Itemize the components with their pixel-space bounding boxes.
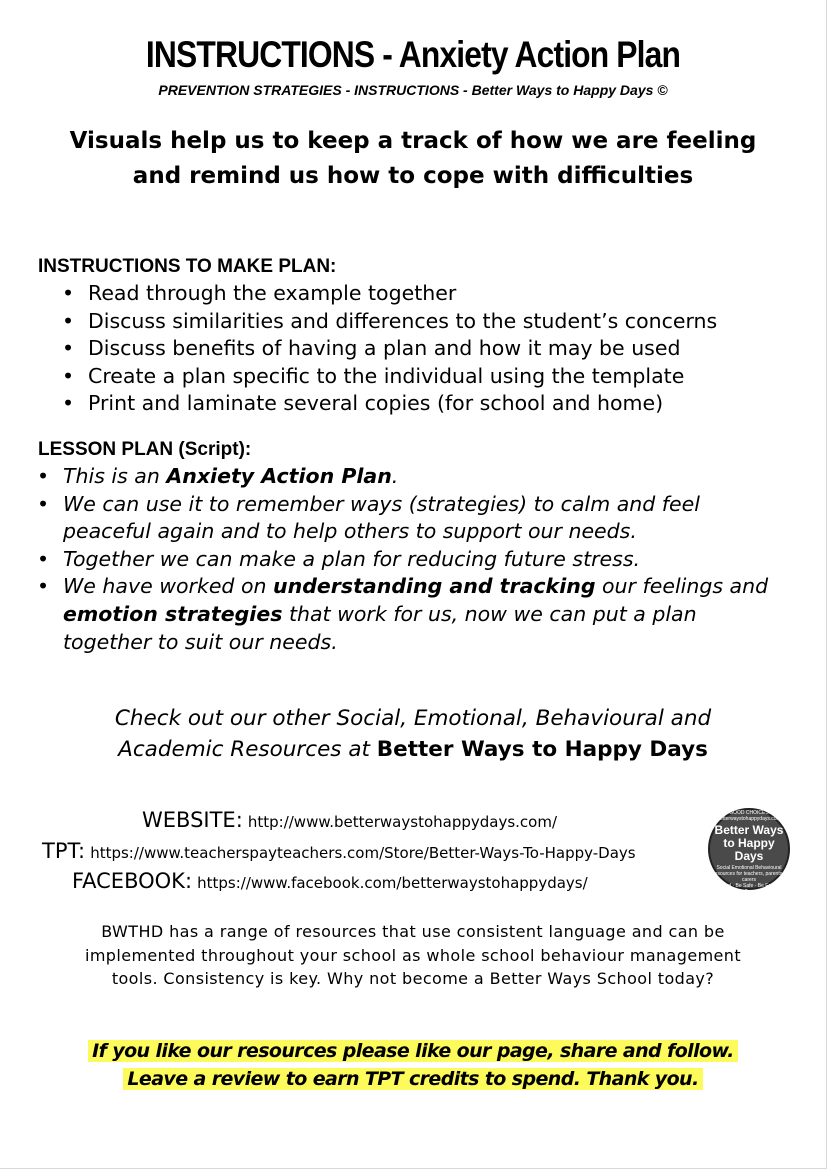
closing-line-2: Leave a review to earn TPT credits to spend. Thank you.	[123, 1068, 702, 1090]
bwthd-line-1: BWTHD has a range of resources that use consistent language and can be	[101, 922, 725, 941]
lesson-bold-text: Anxiety Action Plan	[166, 464, 392, 488]
facebook-link[interactable]: https://www.facebook.com/betterwaystohappydays/	[197, 874, 588, 892]
page-title: INSTRUCTIONS - Anxiety Action Plan	[145, 34, 681, 75]
bwthd-paragraph	[20, 920, 806, 991]
list-item: • Discuss benefits of having a plan and how it may be used	[88, 335, 717, 363]
logo-top-text: Teaching better ways to make GOOD CHOICES	[715, 803, 783, 816]
make-plan-list	[88, 280, 717, 418]
tpt-row	[42, 839, 636, 863]
closing-message	[0, 1037, 826, 1093]
checkout-text: Academic Resources at	[118, 737, 377, 762]
bwthd-line-3: tools. Consistency is key. Why not become a Better Ways School today?	[111, 969, 715, 988]
website-label: WEBSITE:	[142, 808, 243, 832]
intro-line-1: Visuals help us to keep a track of how we are feeling	[69, 128, 757, 154]
bwthd-line-2: implemented throughout your school as whole school behaviour management	[84, 945, 742, 965]
website-link[interactable]: http://www.betterwaystohappydays.com/	[247, 813, 558, 831]
lesson-bold-text: understanding and tracking	[273, 574, 596, 599]
tpt-label: TPT:	[42, 839, 86, 863]
checkout-message	[30, 703, 796, 765]
logo-motto: Be Kind · Be Safe · Be Fair · Be Fun	[713, 882, 785, 895]
checkout-line-2	[30, 734, 796, 765]
list-item: • Create a plan specific to the individual using the template	[88, 363, 717, 391]
lesson-plan-heading: LESSON PLAN (Script):	[38, 439, 252, 460]
list-item	[63, 573, 783, 656]
intro-statement	[40, 124, 786, 194]
lesson-text: our feelings and	[595, 574, 769, 599]
lesson-text: We have worked on	[63, 574, 274, 599]
list-item: • We can use it to remember ways (strategies) to calm and feel peaceful again and to help others to support our needs.	[63, 491, 783, 546]
website-row	[142, 808, 557, 832]
facebook-row	[72, 869, 588, 893]
closing-line-1: If you like our resources please like our page, share and follow.	[88, 1040, 738, 1062]
list-item: • Together we can make a plan for reducing future stress.	[63, 546, 783, 574]
logo-name	[710, 824, 788, 863]
logo-tagline: Social Emotional Behavioural Resources for teachers, parents & carers	[711, 864, 787, 883]
logo-name-line-2: to Happy Days	[723, 835, 775, 863]
intro-line-2: and remind us how to cope with difficulties	[132, 163, 694, 189]
page-subtitle: PREVENTION STRATEGIES - INSTRUCTIONS - Better Ways to Happy Days ©	[158, 82, 668, 98]
lesson-text: that work for us, now we can put a plan together to suit our needs.	[63, 601, 697, 654]
lesson-bold-text: emotion strategies	[63, 601, 283, 626]
brand-name: Better Ways to Happy Days	[376, 737, 708, 762]
facebook-label: FACEBOOK:	[72, 869, 193, 893]
lesson-plan-list	[63, 463, 783, 656]
list-item: • Discuss similarities and differences to the student’s concerns	[88, 308, 717, 336]
list-item: • Read through the example together	[88, 280, 717, 308]
make-plan-heading: INSTRUCTIONS TO MAKE PLAN:	[38, 256, 337, 277]
list-item: • Print and laminate several copies (for school and home)	[88, 390, 717, 418]
tpt-link[interactable]: https://www.teacherspayteachers.com/Store/Better-Ways-To-Happy-Days	[90, 844, 636, 862]
lesson-text: This is an	[63, 464, 167, 488]
logo-site-text: betterwaystohappydays.com	[717, 815, 781, 822]
brand-logo	[708, 803, 790, 895]
lesson-text: .	[391, 464, 399, 488]
list-item	[63, 463, 783, 491]
checkout-line-1: Check out our other Social, Emotional, Behavioural and	[114, 706, 712, 731]
logo-name-line-1: Better Ways	[714, 822, 784, 837]
